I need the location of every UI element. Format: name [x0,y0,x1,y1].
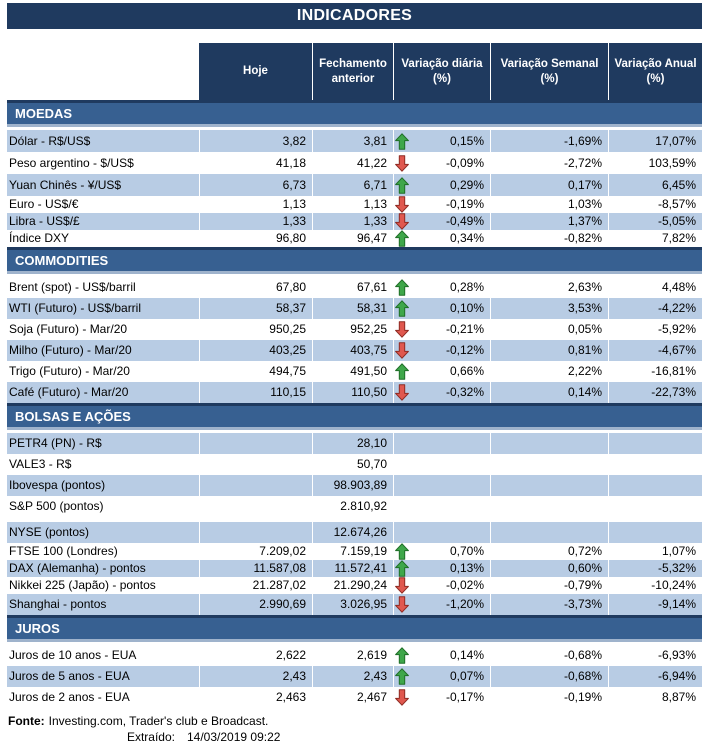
variacao-diaria-cell [393,277,490,298]
variacao-diaria-cell [393,594,490,615]
variacao-semanal-value: -0,19% [563,690,602,704]
fechamento-anterior-value: 96,47 [356,231,387,245]
variacao-semanal-value: -0,68% [563,648,602,662]
table-row [7,213,702,230]
hoje-value: 7.209,02 [259,544,306,558]
table-row [7,196,702,213]
table-row [7,522,702,543]
variacao-anual-value: -10,24% [651,578,696,592]
fechamento-anterior-value: 98.903,89 [312,475,393,496]
table-row [7,543,702,560]
variacao-semanal-value [490,475,608,496]
fechamento-anterior-value: 491,50 [350,364,387,378]
row-label: Yuan Chinês - ¥/US$ [7,174,199,196]
hoje-value: 2,43 [199,666,312,687]
row-label: Trigo (Futuro) - Mar/20 [9,364,130,378]
table-row [7,577,702,594]
row-label: Juros de 5 anos - EUA [7,666,199,687]
variacao-anual-value: -16,81% [651,364,696,378]
variacao-diaria-value: -0,21% [445,322,484,336]
column-header-variacao-semanal: Variação Semanal (%) [490,43,608,100]
variacao-diaria-cell [393,577,490,594]
variacao-diaria-value: 0,29% [449,178,484,192]
variacao-diaria-cell [393,130,490,152]
hoje-value: 3,82 [199,130,312,152]
variacao-anual-value: 1,07% [661,544,696,558]
variacao-semanal-value: -0,68% [490,666,608,687]
variacao-diaria-cell [393,560,490,577]
up-arrow-icon [395,133,409,150]
hoje-value: 2,622 [275,648,306,662]
fechamento-anterior-value: 41,22 [356,156,387,170]
variacao-diaria-cell [393,433,490,454]
column-header-variacao-anual: Variação Anual (%) [608,43,702,100]
hoje-value [199,522,312,543]
variacao-anual-value: -5,32% [608,560,702,577]
up-arrow-icon [395,177,409,194]
row-label: Nikkei 225 (Japão) - pontos [9,578,156,592]
variacao-anual-value [608,475,702,496]
variacao-diaria-cell [393,298,490,319]
row-label: FTSE 100 (Londres) [9,544,118,558]
variacao-anual-value: -5,05% [608,213,702,230]
section-header-commodities: COMMODITIES [7,247,702,274]
variacao-semanal-value: 3,53% [490,298,608,319]
variacao-anual-value: 103,59% [648,156,696,170]
variacao-diaria-value: 0,13% [449,561,484,575]
variacao-diaria-value: 0,66% [449,364,484,378]
variacao-diaria-cell [393,340,490,361]
variacao-anual-value: -6,93% [657,648,696,662]
variacao-diaria-value: 0,14% [449,648,484,662]
variacao-semanal-value [490,433,608,454]
variacao-anual-value: -9,14% [608,594,702,615]
variacao-diaria-value: 0,10% [449,301,484,315]
row-label: DAX (Alemanha) - pontos [7,560,199,577]
hoje-value: 1,33 [199,213,312,230]
variacao-diaria-cell [393,454,490,475]
variacao-diaria-cell [393,687,490,708]
fechamento-anterior-value: 50,70 [356,457,387,471]
variacao-diaria-cell [393,213,490,230]
table-body [7,100,702,708]
fechamento-anterior-value: 952,25 [350,322,387,336]
table-row [7,433,702,454]
variacao-semanal-value [490,454,608,475]
column-header-hoje: Hoje [243,65,268,78]
variacao-diaria-cell [393,230,490,247]
variacao-anual-value: 6,45% [608,174,702,196]
hoje-value [199,475,312,496]
hoje-value [199,433,312,454]
fechamento-anterior-value: 1,13 [363,197,387,211]
indicators-report [7,3,702,745]
fechamento-anterior-value: 403,75 [312,340,393,361]
variacao-semanal-value: 1,37% [490,213,608,230]
down-arrow-icon [395,342,409,359]
hoje-value [199,454,312,475]
row-label: VALE3 - R$ [9,457,72,471]
extracted-value: 14/03/2019 09:22 [187,730,281,744]
row-label: Índice DXY [9,231,70,245]
table-row [7,454,702,475]
variacao-semanal-value: 0,05% [567,322,602,336]
variacao-semanal-value: 0,60% [490,560,608,577]
row-label: NYSE (pontos) [7,522,199,543]
variacao-anual-value: 4,48% [661,280,696,294]
variacao-semanal-value: 0,17% [490,174,608,196]
fechamento-anterior-value: 3.026,95 [312,594,393,615]
row-label: PETR4 (PN) - R$ [7,433,199,454]
up-arrow-icon [395,668,409,685]
row-label: Ibovespa (pontos) [7,475,199,496]
row-label: Dólar - R$/US$ [7,130,199,152]
table-row [7,687,702,708]
source-text: Investing.com, Trader's club e Broadcast. [48,714,269,728]
variacao-anual-value: -8,57% [657,197,696,211]
down-arrow-icon [395,596,409,613]
hoje-value: 494,75 [269,364,306,378]
variacao-diaria-cell [393,319,490,340]
table-row [7,594,702,615]
table-row [7,152,702,174]
variacao-diaria-value: 0,70% [449,544,484,558]
fechamento-anterior-value: 3,81 [312,130,393,152]
column-header-variacao-diaria: Variação diária (%) [393,43,490,100]
variacao-diaria-value: -0,12% [445,343,484,357]
table-row [7,230,702,247]
column-header-fechamento-anterior: Fechamento anterior [312,43,393,100]
variacao-semanal-value: -0,79% [563,578,602,592]
variacao-diaria-value: -0,09% [445,156,484,170]
fechamento-anterior-value: 2,43 [312,666,393,687]
hoje-value: 2.990,69 [199,594,312,615]
variacao-diaria-value: 0,34% [449,231,484,245]
table-row [7,560,702,577]
row-label: Café (Futuro) - Mar/20 [7,382,199,403]
variacao-semanal-value: 0,14% [490,382,608,403]
variacao-semanal-value [490,496,608,517]
hoje-value: 41,18 [275,156,306,170]
fechamento-anterior-value: 6,71 [312,174,393,196]
row-label: Juros de 2 anos - EUA [9,690,130,704]
table-row [7,645,702,666]
variacao-anual-value [608,496,702,517]
variacao-anual-value: 8,87% [661,690,696,704]
fechamento-anterior-value: 11.572,41 [312,560,393,577]
variacao-diaria-cell [393,196,490,213]
fechamento-anterior-value: 21.290,24 [333,578,387,592]
down-arrow-icon [395,196,409,213]
source-label: Fonte: [8,714,45,728]
table-row [7,382,702,403]
footer [7,714,702,745]
variacao-diaria-cell [393,174,490,196]
variacao-diaria-value: -0,19% [445,197,484,211]
page-title: INDICADORES [7,3,702,29]
variacao-semanal-value: -0,82% [563,231,602,245]
table-row [7,666,702,687]
variacao-semanal-value: 2,63% [567,280,602,294]
fechamento-anterior-value: 58,31 [312,298,393,319]
variacao-diaria-cell [393,645,490,666]
section-header-moedas: MOEDAS [7,100,702,127]
variacao-diaria-cell [393,361,490,382]
table-row [7,174,702,196]
row-label: Brent (spot) - US$/barril [9,280,136,294]
down-arrow-icon [395,384,409,401]
down-arrow-icon [395,155,409,172]
variacao-diaria-value: 0,07% [449,669,484,683]
up-arrow-icon [395,647,409,664]
row-label: Libra - US$/£ [7,213,199,230]
column-headers [199,43,702,100]
variacao-diaria-cell [393,382,490,403]
variacao-diaria-value: -0,32% [445,385,484,399]
down-arrow-icon [395,321,409,338]
hoje-value: 96,80 [275,231,306,245]
fechamento-anterior-value: 2,619 [356,648,387,662]
table-row [7,475,702,496]
row-label: Euro - US$/€ [9,197,79,211]
variacao-semanal-value: 0,81% [490,340,608,361]
row-label: Shanghai - pontos [7,594,199,615]
hoje-value: 11.587,08 [199,560,312,577]
fechamento-anterior-value: 67,61 [356,280,387,294]
variacao-semanal-value: -1,69% [490,130,608,152]
variacao-diaria-value: 0,28% [449,280,484,294]
up-arrow-icon [395,230,409,247]
fechamento-anterior-value: 12.674,26 [312,522,393,543]
variacao-diaria-cell [393,666,490,687]
variacao-semanal-value: 2,22% [567,364,602,378]
variacao-anual-value: -6,94% [608,666,702,687]
variacao-diaria-cell [393,496,490,517]
variacao-diaria-value: 0,15% [449,134,484,148]
source-line [7,714,702,729]
variacao-anual-value: 7,82% [661,231,696,245]
table-row [7,130,702,152]
variacao-anual-value [608,454,702,475]
extracted-line [7,730,702,745]
fechamento-anterior-value: 2,467 [356,690,387,704]
variacao-semanal-value: -3,73% [490,594,608,615]
fechamento-anterior-value: 110,50 [312,382,393,403]
variacao-semanal-value [490,522,608,543]
hoje-value: 110,15 [199,382,312,403]
table-row [7,319,702,340]
up-arrow-icon [395,300,409,317]
variacao-diaria-value: -1,20% [445,597,484,611]
section-header-bolsas-e-acoes: BOLSAS E AÇÕES [7,403,702,430]
row-label: S&P 500 (pontos) [9,499,104,513]
down-arrow-icon [395,689,409,706]
hoje-value: 58,37 [199,298,312,319]
row-label: WTI (Futuro) - US$/barril [7,298,199,319]
variacao-diaria-cell [393,522,490,543]
variacao-anual-value: -4,22% [608,298,702,319]
up-arrow-icon [395,363,409,380]
variacao-diaria-cell [393,475,490,496]
row-label: Juros de 10 anos - EUA [9,648,137,662]
row-label: Peso argentino - $/US$ [9,156,134,170]
table-row [7,361,702,382]
table-row [7,496,702,517]
variacao-diaria-value: -0,02% [445,578,484,592]
fechamento-anterior-value: 1,33 [312,213,393,230]
variacao-anual-value [608,433,702,454]
down-arrow-icon [395,213,409,230]
fechamento-anterior-value: 7.159,19 [340,544,387,558]
hoje-value: 21.287,02 [252,578,306,592]
hoje-value: 2,463 [275,690,306,704]
row-label: Soja (Futuro) - Mar/20 [9,322,128,336]
variacao-anual-value: -4,67% [608,340,702,361]
hoje-value: 1,13 [282,197,306,211]
table-row [7,298,702,319]
variacao-diaria-value: -0,49% [445,214,484,228]
row-label: Milho (Futuro) - Mar/20 [7,340,199,361]
up-arrow-icon [395,279,409,296]
variacao-anual-value [608,522,702,543]
hoje-value: 950,25 [269,322,306,336]
variacao-semanal-value: 0,72% [567,544,602,558]
variacao-diaria-cell [393,152,490,174]
hoje-value: 403,25 [199,340,312,361]
variacao-semanal-value: -2,72% [563,156,602,170]
section-header-juros: JUROS [7,615,702,642]
fechamento-anterior-value: 2.810,92 [340,499,387,513]
extracted-label: Extraído: [126,730,175,744]
down-arrow-icon [395,577,409,594]
variacao-anual-value: 17,07% [608,130,702,152]
variacao-diaria-cell [393,543,490,560]
fechamento-anterior-value: 28,10 [312,433,393,454]
up-arrow-icon [395,560,409,577]
table-row [7,277,702,298]
hoje-value [199,496,312,517]
hoje-value: 67,80 [275,280,306,294]
variacao-semanal-value: 1,03% [567,197,602,211]
up-arrow-icon [395,543,409,560]
hoje-value: 6,73 [199,174,312,196]
variacao-anual-value: -22,73% [608,382,702,403]
table-row [7,340,702,361]
variacao-anual-value: -5,92% [657,322,696,336]
variacao-diaria-value: -0,17% [445,690,484,704]
